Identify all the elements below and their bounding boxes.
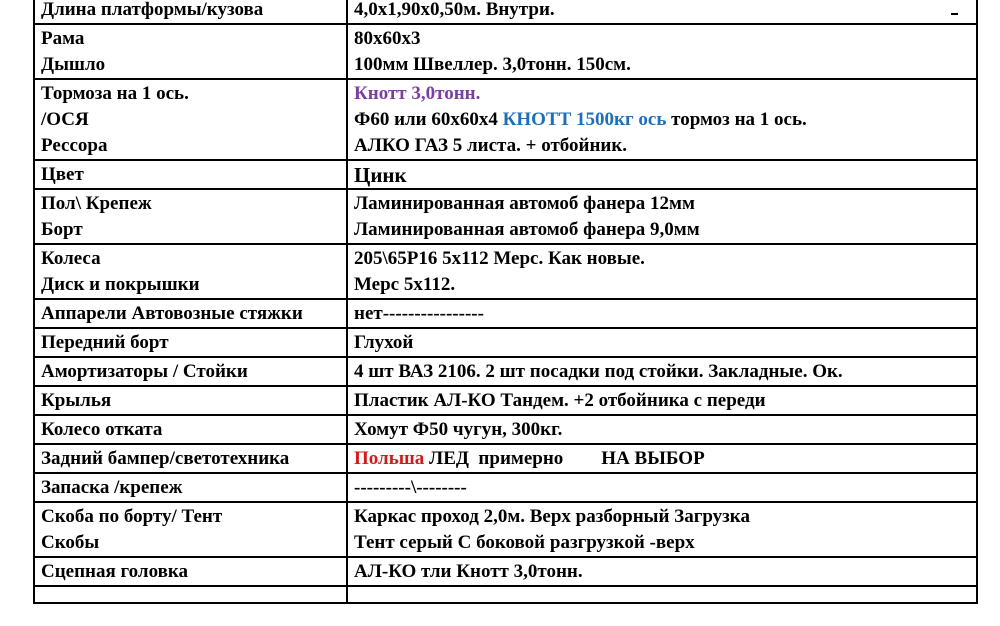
row-value: 205\65Р16 5x112 Мерс. Как новые. Мерс 5x112. <box>347 244 977 299</box>
row-value: Пластик АЛ-КО Тандем. +2 отбойника с переди <box>347 386 977 415</box>
row-label: Задний бампер/светотехника <box>34 444 347 473</box>
row-label: Длина платформы/кузова <box>34 0 347 24</box>
table-row <box>34 189 977 244</box>
purple-text: Кнотт 3,0тонн. <box>354 83 481 104</box>
blue-text: КНОТТ 1500кг ось <box>502 109 667 130</box>
table-row <box>34 415 977 444</box>
row-label: Рама Дышло <box>34 24 347 79</box>
row-value: ---------\-------- <box>347 473 977 502</box>
table-row <box>34 299 977 328</box>
table-row <box>34 79 977 160</box>
row-label: Колесо отката <box>34 415 347 444</box>
row-label: Запаска /крепеж <box>34 473 347 502</box>
spec-sheet <box>33 0 976 604</box>
table-row <box>34 502 977 557</box>
row-label: Амортизаторы / Стойки <box>34 357 347 386</box>
table-row <box>34 386 977 415</box>
row-value: 4 шт ВАЗ 2106. 2 шт посадки под стойки. Закладные. Ок. <box>347 357 977 386</box>
row-label: Сцепная головка <box>34 557 347 586</box>
spec-table <box>33 0 978 604</box>
row-value: Каркас проход 2,0м. Верх разборный Загрузка Тент серый С боковой разгрузкой -верх <box>347 502 977 557</box>
row-label: Тормоза на 1 ось. /ОСЯ Рессора <box>34 79 347 160</box>
row-label <box>34 586 347 603</box>
row-value: Цинк <box>347 160 977 189</box>
red-text: Польша <box>354 448 425 469</box>
row-label: Скоба по борту/ Тент Скобы <box>34 502 347 557</box>
row-value <box>347 586 977 603</box>
table-row <box>34 557 977 586</box>
row-label: Цвет <box>34 160 347 189</box>
table-row <box>34 244 977 299</box>
row-value: Хомут Ф50 чугун, 300кг. <box>347 415 977 444</box>
row-label: Пол\ Крепеж Борт <box>34 189 347 244</box>
table-row <box>34 357 977 386</box>
row-label: Передний борт <box>34 328 347 357</box>
table-row <box>34 473 977 502</box>
table-row <box>34 160 977 189</box>
row-value: Ламинированная автомоб фанера 12мм Ламинированная автомоб фанера 9,0мм <box>347 189 977 244</box>
row-value: Польша ЛЕД примерно НА ВЫБОР <box>347 444 977 473</box>
table-row <box>34 328 977 357</box>
row-value: Глухой <box>347 328 977 357</box>
table-row <box>34 444 977 473</box>
row-label: Аппарели Автовозные стяжки <box>34 299 347 328</box>
row-value: 80x60x3 100мм Швеллер. 3,0тонн. 150см. <box>347 24 977 79</box>
table-row-cut <box>34 586 977 603</box>
row-value: 4,0x1,90x0,50м. Внутри. <box>347 0 977 24</box>
row-value: АЛ-КО тли Кнотт 3,0тонн. <box>347 557 977 586</box>
row-value: нет---------------- <box>347 299 977 328</box>
table-row <box>34 0 977 24</box>
table-row <box>34 24 977 79</box>
row-label: Колеса Диск и покрышки <box>34 244 347 299</box>
row-label: Крылья <box>34 386 347 415</box>
row-value: Кнотт 3,0тонн. Ф60 или 60x60x4 КНОТТ 1500кг ось тормоз на 1 ось. АЛКО ГАЗ 5 листа. + отбойник. <box>347 79 977 160</box>
